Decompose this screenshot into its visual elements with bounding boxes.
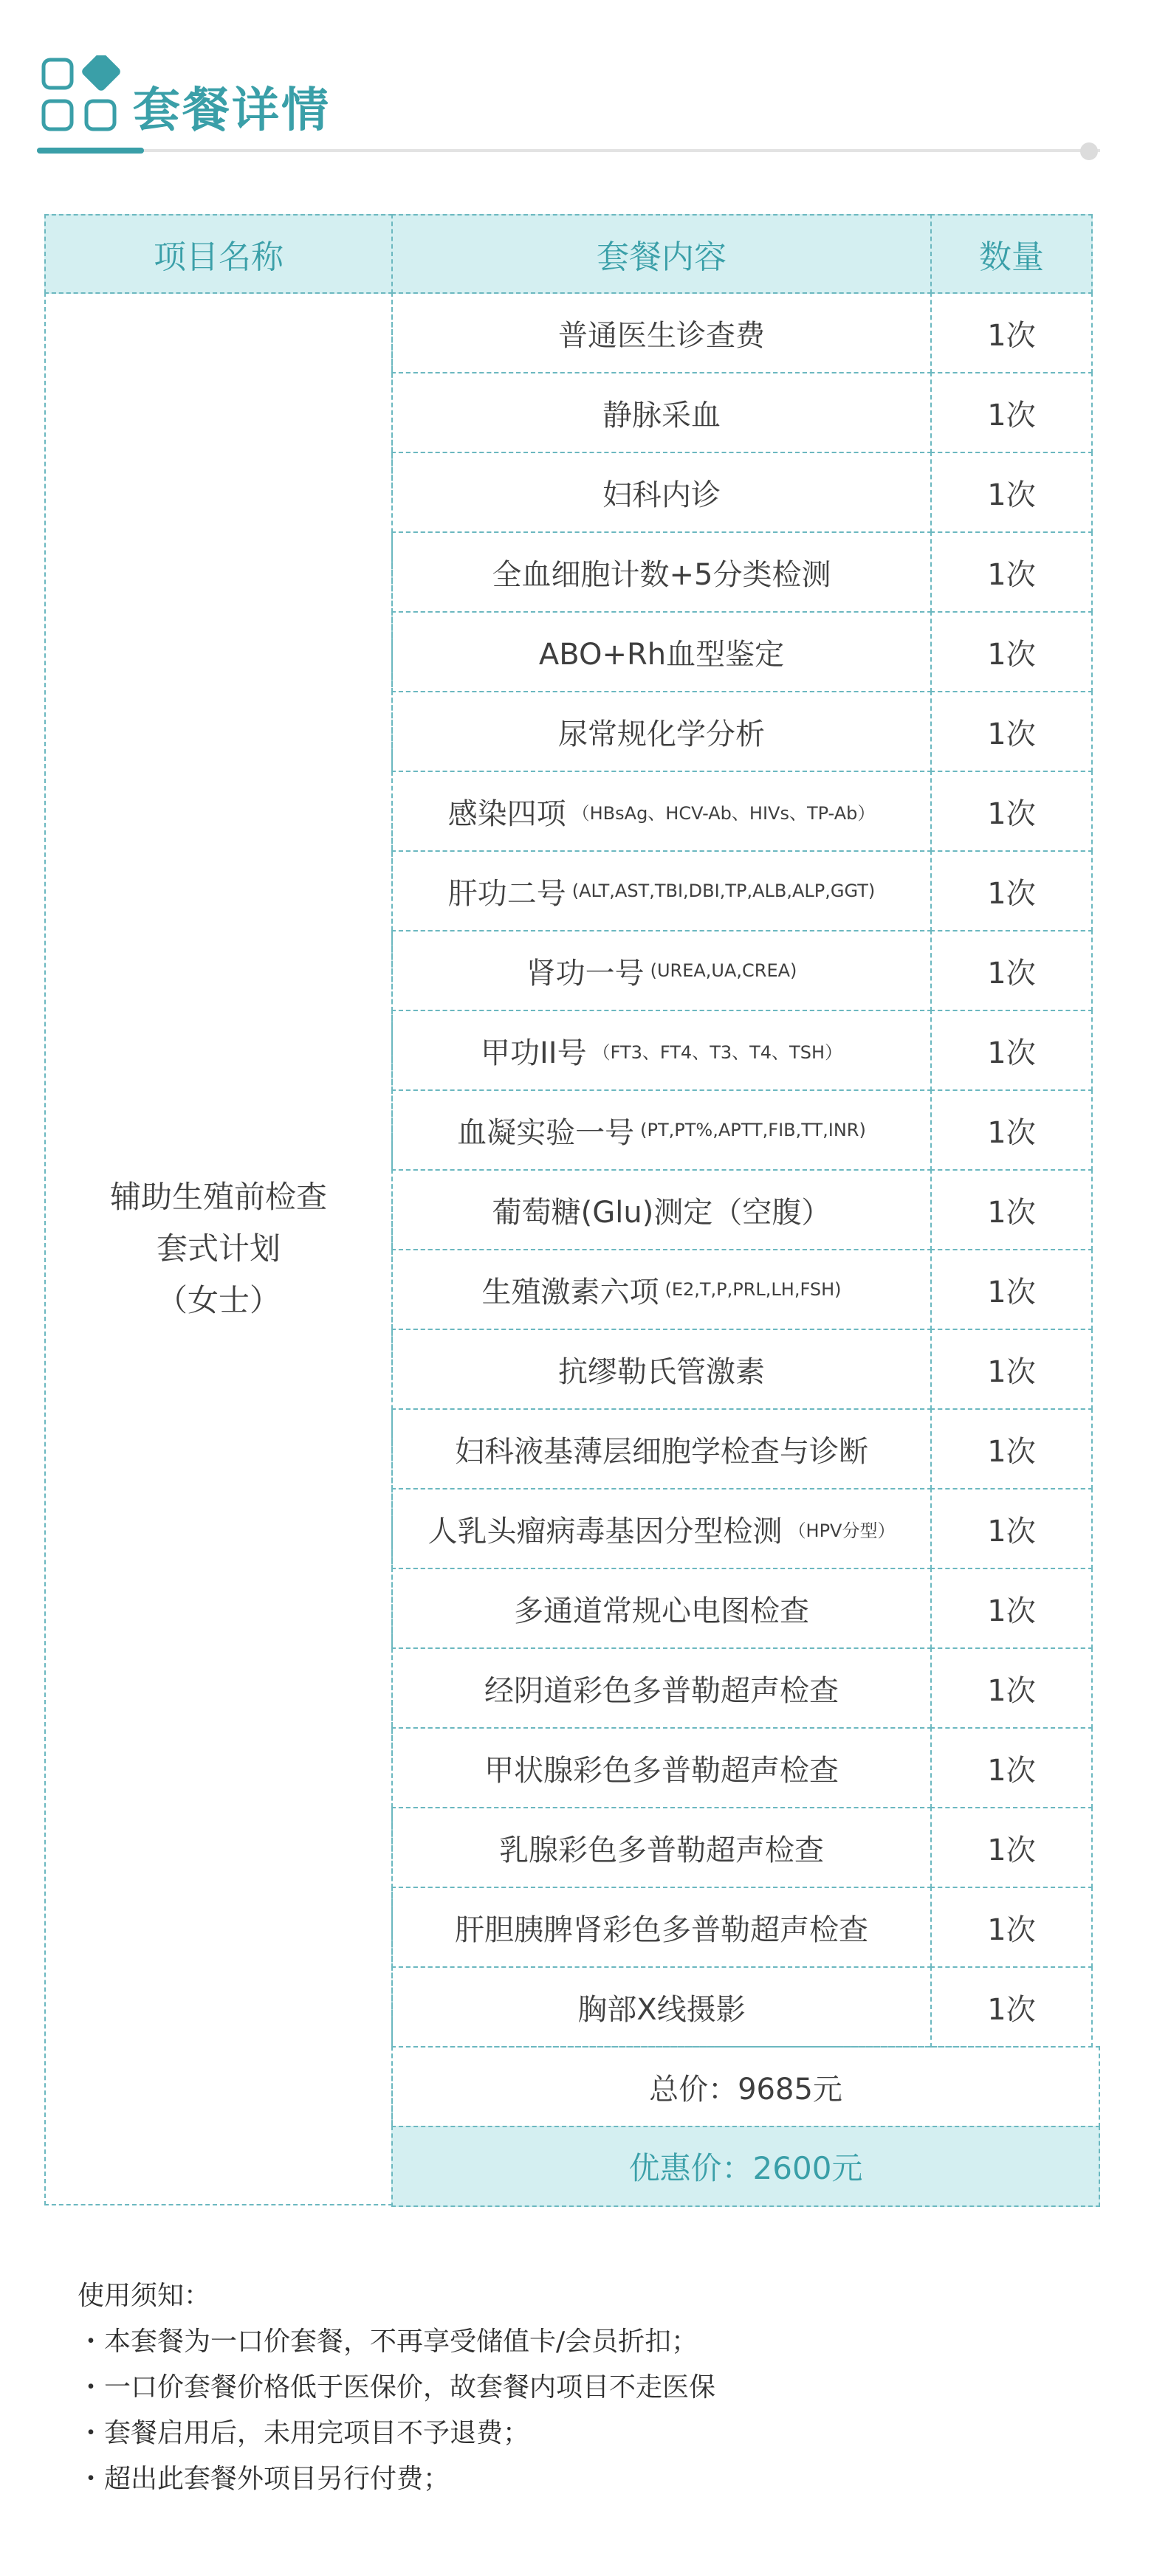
item-name-cell [391, 1727, 932, 1808]
item-qty-cell: 1次 [930, 930, 1093, 1011]
item-qty-cell: 1次 [930, 372, 1093, 453]
item-name: 葡萄糖(Glu)测定（空腹） [492, 1195, 831, 1230]
notes-item: ・超出此套餐外项目另行付费； [78, 2464, 450, 2494]
item-name-cell [391, 1488, 932, 1569]
item-name: 尿常规化学分析 [558, 717, 765, 751]
item-note: (PT,PT%,APTT,FIB,TT,INR) [640, 1120, 866, 1140]
item-name: 胸部X线摄影 [577, 1992, 746, 2027]
item-qty-cell: 1次 [930, 1647, 1093, 1729]
item-name: 多通道常规心电图检查 [514, 1594, 809, 1628]
item-name-cell [391, 1568, 932, 1649]
item-name-cell [391, 1887, 932, 1968]
item-qty-cell: 1次 [930, 1249, 1093, 1330]
item-name: 甲功II号 [480, 1036, 587, 1070]
item-name-cell [391, 1807, 932, 1888]
package-name-line: （女士） [156, 1282, 281, 1318]
column-header: 套餐内容 [391, 214, 932, 294]
item-name-cell [391, 292, 932, 373]
item-name-cell [391, 1408, 932, 1490]
item-name: 妇科内诊 [602, 478, 721, 512]
total-price-cell: 总价：9685元 [391, 2046, 1100, 2127]
item-name-cell [391, 771, 932, 852]
item-name: 生殖激素六项 [481, 1275, 659, 1309]
header-divider-accent [37, 148, 144, 154]
item-qty-cell: 1次 [930, 691, 1093, 772]
item-qty-cell: 1次 [930, 1887, 1093, 1968]
item-qty-cell: 1次 [930, 1568, 1093, 1649]
item-name: ABO+Rh血型鉴定 [538, 637, 785, 672]
column-header: 数量 [930, 214, 1093, 294]
item-note: (E2,T,P,PRL,LH,FSH) [664, 1279, 842, 1300]
item-qty-cell: 1次 [930, 1408, 1093, 1490]
notes-item: ・一口价套餐价格低于医保价，故套餐内项目不走医保 [78, 2372, 716, 2403]
item-note: （FT3、FT4、T3、T4、TSH） [592, 1041, 843, 1063]
item-qty-cell: 1次 [930, 531, 1093, 613]
package-name-cell [44, 292, 393, 2205]
item-name: 甲状腺彩色多普勒超声检查 [484, 1753, 839, 1788]
item-qty-cell: 1次 [930, 1329, 1093, 1410]
item-name-cell [391, 611, 932, 692]
header-divider-dot [1080, 142, 1098, 160]
notes-title: 使用须知： [78, 2281, 211, 2311]
item-qty-cell: 1次 [930, 1966, 1093, 2048]
item-qty-cell: 1次 [930, 771, 1093, 852]
item-name-cell [391, 691, 932, 772]
item-name-cell [391, 1249, 932, 1330]
promo-price-cell: 优惠价：2600元 [391, 2126, 1100, 2207]
item-name-cell [391, 1966, 932, 2048]
header-divider [37, 149, 1100, 152]
item-name: 乳腺彩色多普勒超声检查 [499, 1833, 824, 1867]
item-name-cell [391, 1647, 932, 1729]
usage-notes [78, 2273, 715, 2502]
notes-item: ・本套餐为一口价套餐，不再享受储值卡/会员折扣； [78, 2327, 698, 2357]
item-qty-cell: 1次 [930, 1169, 1093, 1250]
item-name-cell [391, 372, 932, 453]
item-qty-cell: 1次 [930, 1727, 1093, 1808]
item-name: 血凝实验一号 [457, 1115, 635, 1150]
item-note: （HPV分型） [788, 1520, 896, 1541]
notes-item: ・套餐启用后，未用完项目不予退费； [78, 2418, 530, 2448]
item-name-cell [391, 1329, 932, 1410]
item-qty-cell: 1次 [930, 1807, 1093, 1888]
item-name: 妇科液基薄层细胞学检查与诊断 [455, 1434, 868, 1469]
item-qty-cell: 1次 [930, 1488, 1093, 1569]
item-qty-cell: 1次 [930, 452, 1093, 533]
item-qty-cell: 1次 [930, 611, 1093, 692]
item-name: 抗缪勒氏管激素 [558, 1354, 765, 1389]
item-name: 肝胆胰脾肾彩色多普勒超声检查 [455, 1912, 868, 1947]
item-qty-cell: 1次 [930, 292, 1093, 373]
item-name: 肝功二号 [447, 876, 566, 911]
item-qty-cell: 1次 [930, 850, 1093, 931]
item-name: 普通医生诊查费 [558, 318, 765, 353]
package-name-line: 套式计划 [156, 1230, 281, 1267]
package-name-line: 辅助生殖前检查 [109, 1179, 327, 1215]
item-note: (UREA,UA,CREA) [650, 960, 797, 981]
item-name-cell [391, 930, 932, 1011]
item-name-cell [391, 1169, 932, 1250]
item-note: （HBsAg、HCV-Ab、HIVs、TP-Ab） [571, 802, 876, 824]
item-name-cell [391, 850, 932, 931]
item-name: 感染四项 [447, 796, 566, 831]
item-name-cell [391, 452, 932, 533]
item-name: 静脉采血 [602, 398, 721, 433]
item-qty-cell: 1次 [930, 1089, 1093, 1171]
item-name-cell [391, 1089, 932, 1171]
item-name: 人乳头瘤病毒基因分型检测 [427, 1514, 783, 1549]
column-header: 项目名称 [44, 214, 393, 294]
item-name-cell [391, 1010, 932, 1091]
item-note: (ALT,AST,TBI,DBI,TP,ALB,ALP,GGT) [571, 881, 876, 901]
item-name: 全血细胞计数+5分类检测 [492, 557, 831, 592]
page-title: 套餐详情 [133, 83, 331, 138]
item-name: 经阴道彩色多普勒超声检查 [484, 1673, 839, 1708]
item-name-cell [391, 531, 932, 613]
item-name: 肾功一号 [526, 956, 645, 991]
item-qty-cell: 1次 [930, 1010, 1093, 1091]
grid-squares-icon [41, 55, 122, 137]
